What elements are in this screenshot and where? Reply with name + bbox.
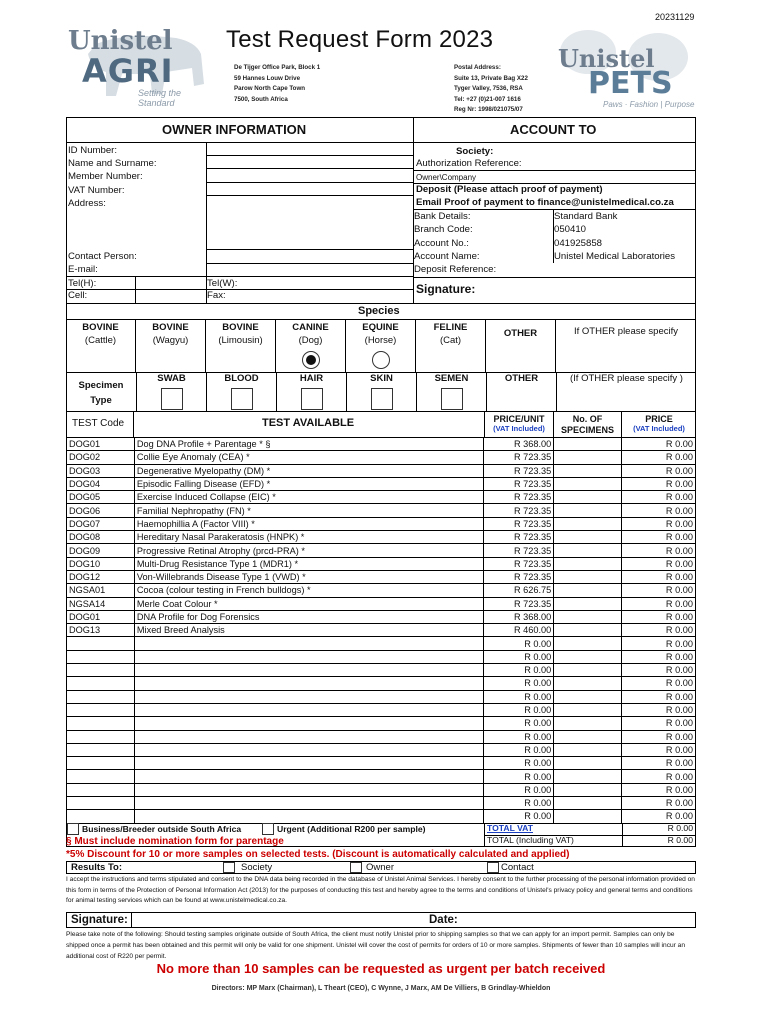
species-sub: (Cat)	[439, 334, 462, 346]
species-radio[interactable]	[302, 351, 320, 369]
account-signature-label: Signature:	[416, 282, 476, 296]
test-code-cell: DOG12	[67, 570, 135, 583]
price-cell: R 0.00	[622, 783, 696, 796]
species-option-6[interactable]	[486, 320, 556, 372]
price-cell: R 0.00	[622, 464, 696, 477]
price-cell: R 0.00	[622, 757, 696, 770]
price-unit-cell: R 0.00	[484, 677, 554, 690]
test-code-cell: DOG01	[67, 610, 135, 623]
table-row	[67, 610, 696, 623]
test-code-cell	[67, 637, 135, 650]
test-name-cell: Exercise Induced Collapse (EIC) *	[134, 491, 483, 504]
table-row	[67, 517, 696, 530]
tests-header	[66, 412, 696, 437]
test-name-cell	[134, 703, 483, 716]
price-cell: R 0.00	[622, 770, 696, 783]
price-unit-cell: R 0.00	[484, 637, 554, 650]
test-code-cell: DOG02	[67, 451, 135, 464]
table-row	[67, 624, 696, 637]
cell-label: Cell:	[68, 290, 88, 301]
member-number-input[interactable]	[207, 169, 413, 182]
test-name-cell	[134, 757, 483, 770]
physical-address: De Tijger Office Park, Block 1 59 Hannes Louw Drive Parow North Cape Town 7500, South Africa	[234, 64, 321, 103]
test-code-cell: NGSA14	[67, 597, 135, 610]
species-other-note: If OTHER please specify	[573, 326, 678, 337]
species-sub: (Wagyu)	[152, 334, 189, 346]
society-label: Society:	[456, 146, 494, 157]
vat-number-input[interactable]	[207, 183, 413, 196]
table-row	[67, 597, 696, 610]
table-row	[67, 677, 696, 690]
price-unit-cell: R 0.00	[484, 797, 554, 810]
table-row	[67, 650, 696, 663]
price-unit-cell: R 0.00	[484, 783, 554, 796]
test-code-cell	[67, 783, 135, 796]
specimens-input[interactable]	[554, 797, 622, 810]
price-unit-cell: R 0.00	[484, 703, 554, 716]
test-code-cell	[67, 690, 135, 703]
test-code-cell: NGSA01	[67, 584, 135, 597]
logo-agri-tagline: Setting the Standard	[138, 88, 182, 108]
specimens-input[interactable]	[554, 610, 622, 623]
test-code-cell: DOG07	[67, 517, 135, 530]
price-unit-cell: R 0.00	[484, 730, 554, 743]
price-unit-cell: R 0.00	[484, 757, 554, 770]
price-unit-cell: R 723.35	[484, 531, 554, 544]
form-title: Test Request Form 2023	[226, 26, 494, 53]
test-name-cell	[134, 717, 483, 730]
auth-ref-label: Authorization Reference:	[416, 158, 522, 169]
price-unit-cell: R 723.35	[484, 464, 554, 477]
test-name-cell: Multi-Drug Resistance Type 1 (MDR1) *	[134, 557, 483, 570]
table-row	[67, 703, 696, 716]
urgent-checkbox[interactable]	[262, 823, 274, 835]
price-unit-cell: R 723.35	[484, 570, 554, 583]
unistel-agri-logo	[66, 24, 216, 108]
table-row	[67, 570, 696, 583]
specimen-row	[136, 373, 696, 411]
price-unit-cell: R 723.35	[484, 477, 554, 490]
nomination-note: § Must include nomination form for parentage	[66, 836, 284, 847]
test-code-cell: DOG10	[67, 557, 135, 570]
species-name: OTHER	[503, 328, 538, 339]
owner-field-labels: ID Number: Name and Surname: Member Number: VAT Number: Address:	[68, 145, 157, 209]
test-name-cell: Von-Willebrands Disease Type 1 (VWD) *	[134, 570, 483, 583]
specimens-input[interactable]	[554, 624, 622, 637]
unistel-pets-logo	[548, 22, 698, 110]
test-code-cell: DOG04	[67, 477, 135, 490]
test-name-cell: Degenerative Myelopathy (DM) *	[134, 464, 483, 477]
test-code-cell: DOG06	[67, 504, 135, 517]
price-unit-header: PRICE/UNIT (VAT Included)	[484, 412, 554, 437]
species-name: FELINE	[433, 322, 468, 333]
price-cell: R 0.00	[622, 664, 696, 677]
test-name-cell	[134, 730, 483, 743]
test-name-cell	[134, 664, 483, 677]
table-row	[67, 730, 696, 743]
species-option-1[interactable]	[136, 320, 206, 372]
price-cell: R 0.00	[622, 703, 696, 716]
price-unit-cell: R 723.35	[484, 504, 554, 517]
table-row	[67, 690, 696, 703]
table-row	[67, 451, 696, 464]
price-cell: R 0.00	[622, 544, 696, 557]
price-cell: R 0.00	[622, 650, 696, 663]
table-row	[67, 757, 696, 770]
specimens-input[interactable]	[554, 677, 622, 690]
test-code-cell	[67, 717, 135, 730]
test-name-cell: Haemophillia A (Factor VIII) *	[134, 517, 483, 530]
species-heading: Species	[358, 305, 400, 317]
price-cell: R 0.00	[622, 637, 696, 650]
species-name: BOVINE	[82, 322, 119, 333]
results-contact-label: Contact	[501, 862, 534, 873]
specimens-header: No. OF SPECIMENS	[554, 412, 622, 437]
specimens-input[interactable]	[554, 464, 622, 477]
contact-inputs[interactable]	[206, 249, 413, 276]
test-name-cell: Dog DNA Profile + Parentage * §	[134, 438, 483, 451]
test-code-cell: DOG08	[67, 531, 135, 544]
contact-labels: Contact Person: E-mail:	[68, 251, 137, 276]
specimen-type-label: Specimen Type	[78, 380, 124, 406]
specimens-input[interactable]	[554, 438, 622, 451]
species-sub: (Limousin)	[218, 334, 263, 346]
price-unit-cell: R 723.35	[484, 491, 554, 504]
table-row	[67, 810, 696, 823]
price-unit-cell: R 723.35	[484, 451, 554, 464]
price-unit-cell: R 626.75	[484, 584, 554, 597]
test-name-cell: Progressive Retinal Atrophy (prcd-PRA) *	[134, 544, 483, 557]
specimens-input[interactable]	[554, 664, 622, 677]
species-sub: (Cattle)	[84, 334, 117, 346]
specimen-option-other[interactable]	[486, 373, 556, 411]
test-name-cell	[134, 677, 483, 690]
test-code-cell	[67, 650, 135, 663]
species-name: BOVINE	[222, 322, 259, 333]
signature-row	[66, 912, 696, 928]
price-unit-cell: R 723.35	[484, 597, 554, 610]
results-owner-label: Owner	[366, 862, 394, 873]
species-radio[interactable]	[372, 351, 390, 369]
price-cell: R 0.00	[622, 610, 696, 623]
price-cell: R 0.00	[622, 557, 696, 570]
test-name-cell: Familial Nephropathy (FN) *	[134, 504, 483, 517]
specimen-name: BLOOD	[224, 373, 259, 384]
price-cell: R 0.00	[622, 810, 696, 823]
species-sub: (Dog)	[298, 334, 323, 346]
account-heading: ACCOUNT TO	[510, 122, 597, 137]
id-number-input[interactable]	[207, 143, 413, 156]
price-cell: R 0.00	[622, 438, 696, 451]
table-row	[67, 544, 696, 557]
price-header: PRICE (VAT Included)	[633, 414, 685, 433]
test-code-header: TEST Code	[66, 412, 134, 437]
table-row	[67, 783, 696, 796]
price-cell: R 0.00	[622, 717, 696, 730]
species-option-3[interactable]	[276, 320, 346, 372]
test-code-cell	[67, 664, 135, 677]
specimen-option-hair[interactable]	[276, 373, 346, 411]
price-unit-cell: R 723.35	[484, 517, 554, 530]
table-row	[67, 637, 696, 650]
specimens-input[interactable]	[554, 544, 622, 557]
price-unit-cell: R 0.00	[484, 664, 554, 677]
price-cell: R 0.00	[622, 690, 696, 703]
test-code-cell	[67, 770, 135, 783]
specimens-input[interactable]	[554, 650, 622, 663]
tel-w-label: Tel(W):	[207, 278, 238, 289]
signature-input[interactable]	[133, 913, 413, 927]
price-cell: R 0.00	[622, 797, 696, 810]
table-row	[67, 491, 696, 504]
specimen-checkbox[interactable]	[161, 388, 183, 410]
test-code-cell: DOG13	[67, 624, 135, 637]
specimen-option-blood[interactable]	[206, 373, 276, 411]
price-unit-cell: R 460.00	[484, 624, 554, 637]
specimens-input[interactable]	[554, 810, 622, 823]
results-society-label: Society	[241, 862, 273, 873]
specimen-name: OTHER	[504, 373, 539, 384]
table-row	[67, 743, 696, 756]
test-code-cell	[67, 810, 135, 823]
price-unit-cell: R 368.00	[484, 610, 554, 623]
logo-agri-word2: AGRI	[82, 52, 174, 90]
logo-agri-word1: Unistel	[68, 26, 173, 56]
table-row	[67, 770, 696, 783]
bank-details-table: Bank Details: Standard Bank Branch Code: 050410 Account No.: 041925858 Account Name: Unistel Medical Laboratories Deposit Reference:	[414, 211, 676, 276]
total-incl-label: TOTAL (Including VAT)	[484, 835, 622, 847]
specimens-input[interactable]	[554, 557, 622, 570]
price-cell: R 0.00	[622, 477, 696, 490]
date-label: Date:	[429, 914, 458, 926]
test-code-cell	[67, 797, 135, 810]
specimen-checkbox[interactable]	[231, 388, 253, 410]
signature-label: Signature:	[71, 914, 128, 926]
owner-heading: OWNER INFORMATION	[162, 122, 307, 137]
specimen-name: SKIN	[370, 373, 393, 384]
directors-footer: Directors: MP Marx (Chairman), L Theart (CEO), C Wynne, J Marx, AM De Villiers, B Grindlay-Whieldon	[211, 985, 551, 992]
deposit-label: Deposit (Please attach proof of payment)	[416, 184, 603, 195]
specimens-input[interactable]	[554, 451, 622, 464]
test-name-cell	[134, 797, 483, 810]
specimens-input[interactable]	[554, 570, 622, 583]
date-input[interactable]	[467, 913, 695, 927]
shipping-note: Please take note of the following: Should testing samples originate outside of South Africa, the client must notify Unistel prior to shipping samples so that we can apply for an import permit. Samples can only be shipped once a permit has been obtained and this permit will only be valid for one shipment. Unistel will cover the cost of permits for orders of 10 or more samples. Shipments of fewer than 10 samples will incur an additional cost of R220 per permit.	[66, 931, 686, 960]
specimens-input[interactable]	[554, 730, 622, 743]
test-name-cell	[134, 637, 483, 650]
specimens-input[interactable]	[554, 637, 622, 650]
test-name-cell	[134, 650, 483, 663]
test-code-cell	[67, 677, 135, 690]
test-name-cell	[134, 783, 483, 796]
specimens-input[interactable]	[554, 597, 622, 610]
species-option-2[interactable]	[206, 320, 276, 372]
price-unit-cell: R 0.00	[484, 810, 554, 823]
species-option-5[interactable]	[416, 320, 486, 372]
test-code-cell	[67, 730, 135, 743]
specimens-input[interactable]	[554, 517, 622, 530]
specimen-checkbox[interactable]	[301, 388, 323, 410]
address-input[interactable]	[206, 209, 413, 249]
specimen-name: SEMEN	[434, 373, 469, 384]
document-number: 20231129	[655, 12, 695, 22]
test-code-cell: DOG01	[67, 438, 135, 451]
test-name-cell: Mixed Breed Analysis	[134, 624, 483, 637]
test-name-cell	[134, 690, 483, 703]
owner-input-column	[206, 143, 413, 209]
email-proof-label: Email Proof of payment to finance@unistelmedical.co.za	[416, 197, 674, 208]
price-unit-cell: R 368.00	[484, 438, 554, 451]
price-cell: R 0.00	[622, 491, 696, 504]
price-unit-cell: R 723.35	[484, 544, 554, 557]
test-name-cell	[134, 743, 483, 756]
owner-account-section	[66, 117, 696, 303]
specimens-input[interactable]	[554, 531, 622, 544]
specimen-name: SWAB	[157, 373, 186, 384]
price-cell: R 0.00	[622, 517, 696, 530]
specimen-other-note: (If OTHER please specify )	[556, 373, 696, 411]
price-unit-cell: R 0.00	[484, 650, 554, 663]
price-cell: R 0.00	[622, 730, 696, 743]
outside-sa-label: Business/Breeder outside South Africa	[82, 824, 242, 834]
species-name: BOVINE	[152, 322, 189, 333]
test-name-cell: Hereditary Nasal Parakeratosis (HNPK) *	[134, 531, 483, 544]
outside-sa-checkbox[interactable]	[67, 823, 79, 835]
urgent-limit-note: No more than 10 samples can be requested as urgent per batch received	[156, 961, 606, 976]
price-cell: R 0.00	[622, 677, 696, 690]
logo-pets-word1: Unistel	[558, 44, 655, 73]
test-name-cell	[134, 810, 483, 823]
price-cell: R 0.00	[622, 743, 696, 756]
test-code-cell	[67, 703, 135, 716]
table-row	[67, 438, 696, 451]
specimen-option-swab[interactable]	[136, 373, 206, 411]
table-row	[67, 584, 696, 597]
species-name: EQUINE	[362, 322, 399, 333]
specimen-option-skin[interactable]	[346, 373, 416, 411]
specimens-input[interactable]	[554, 757, 622, 770]
table-row	[67, 557, 696, 570]
specimens-input[interactable]	[554, 477, 622, 490]
species-sub: (Horse)	[364, 334, 397, 346]
price-cell: R 0.00	[622, 584, 696, 597]
test-name-cell: Collie Eye Anomaly (CEA) *	[134, 451, 483, 464]
name-input[interactable]	[207, 156, 413, 169]
table-row	[67, 664, 696, 677]
test-name-cell: Merle Coat Colour *	[134, 597, 483, 610]
test-code-cell: DOG09	[67, 544, 135, 557]
price-unit-cell: R 0.00	[484, 717, 554, 730]
total-vat-label: TOTAL VAT	[484, 823, 622, 835]
price-unit-cell: R 0.00	[484, 743, 554, 756]
test-code-cell	[67, 757, 135, 770]
test-name-cell	[134, 770, 483, 783]
specimens-input[interactable]	[554, 743, 622, 756]
total-vat-value: R 0.00	[622, 823, 696, 835]
table-row	[67, 797, 696, 810]
species-row	[66, 320, 696, 372]
species-name: CANINE	[292, 322, 329, 333]
test-code-cell	[67, 743, 135, 756]
specimens-input[interactable]	[554, 584, 622, 597]
species-option-4[interactable]	[346, 320, 416, 372]
urgent-label: Urgent (Additional R200 per sample)	[277, 824, 426, 834]
specimen-name: HAIR	[299, 373, 324, 384]
logo-pets-tagline: Paws · Fashion | Purpose	[603, 100, 695, 109]
table-row	[67, 477, 696, 490]
price-unit-cell: R 0.00	[484, 690, 554, 703]
specimen-option-semen[interactable]	[416, 373, 486, 411]
price-cell: R 0.00	[622, 597, 696, 610]
logo-pets-word2: PETS	[588, 66, 673, 101]
specimens-input[interactable]	[554, 717, 622, 730]
consent-text: I accept the instructions and terms stipulated and consent to the DNA data being recorded in the database of Unistel Animal Services. I hereby consent to the further processing of the personal information provided on this form in terms of the Protection of Personal Information Act (2013) for the purposes of conducting this test and hereby agree to the terms and conditions of Unistel's privacy policy and general terms and conditions for animal testing services which can be found at www.unistelmedical.co.za.	[66, 876, 695, 904]
table-row	[67, 504, 696, 517]
table-row	[67, 531, 696, 544]
price-cell: R 0.00	[622, 624, 696, 637]
tests-table	[66, 437, 696, 824]
specimens-input[interactable]	[554, 690, 622, 703]
total-incl-value: R 0.00	[622, 835, 696, 847]
owner-company-label: Owner\Company	[416, 173, 477, 182]
price-cell: R 0.00	[622, 504, 696, 517]
price-cell: R 0.00	[622, 531, 696, 544]
tel-h-label: Tel(H):	[68, 278, 97, 289]
specimen-checkbox[interactable]	[441, 388, 463, 410]
price-unit-cell: R 0.00	[484, 770, 554, 783]
price-unit-cell: R 723.35	[484, 557, 554, 570]
specimens-input[interactable]	[554, 783, 622, 796]
test-name-cell: Cocoa (colour testing in French bulldogs) *	[134, 584, 483, 597]
table-row	[67, 464, 696, 477]
results-to-row	[66, 861, 696, 874]
specimens-input[interactable]	[554, 770, 622, 783]
specimen-checkbox[interactable]	[371, 388, 393, 410]
results-to-label: Results To:	[71, 862, 123, 873]
specimens-input[interactable]	[554, 703, 622, 716]
test-name-cell: Episodic Falling Disease (EFD) *	[134, 477, 483, 490]
discount-note: *5% Discount for 10 or more samples on selected tests. (Discount is automatically calculated and applied)	[66, 849, 570, 860]
specimens-input[interactable]	[554, 504, 622, 517]
test-name-cell: DNA Profile for Dog Forensics	[134, 610, 483, 623]
specimens-input[interactable]	[554, 491, 622, 504]
table-row	[67, 717, 696, 730]
test-available-header: TEST AVAILABLE	[262, 417, 355, 429]
test-code-cell: DOG03	[67, 464, 135, 477]
price-cell: R 0.00	[622, 451, 696, 464]
postal-address: Postal Address: Suite 13, Private Bag X22 Tyger Valley, 7536, RSA Tel: +27 (0)21-007 1616 Reg Nr: 1998/021075/07	[454, 64, 528, 113]
fax-label: Fax:	[207, 290, 226, 301]
price-cell: R 0.00	[622, 570, 696, 583]
test-code-cell: DOG05	[67, 491, 135, 504]
species-option-0[interactable]	[66, 320, 136, 372]
